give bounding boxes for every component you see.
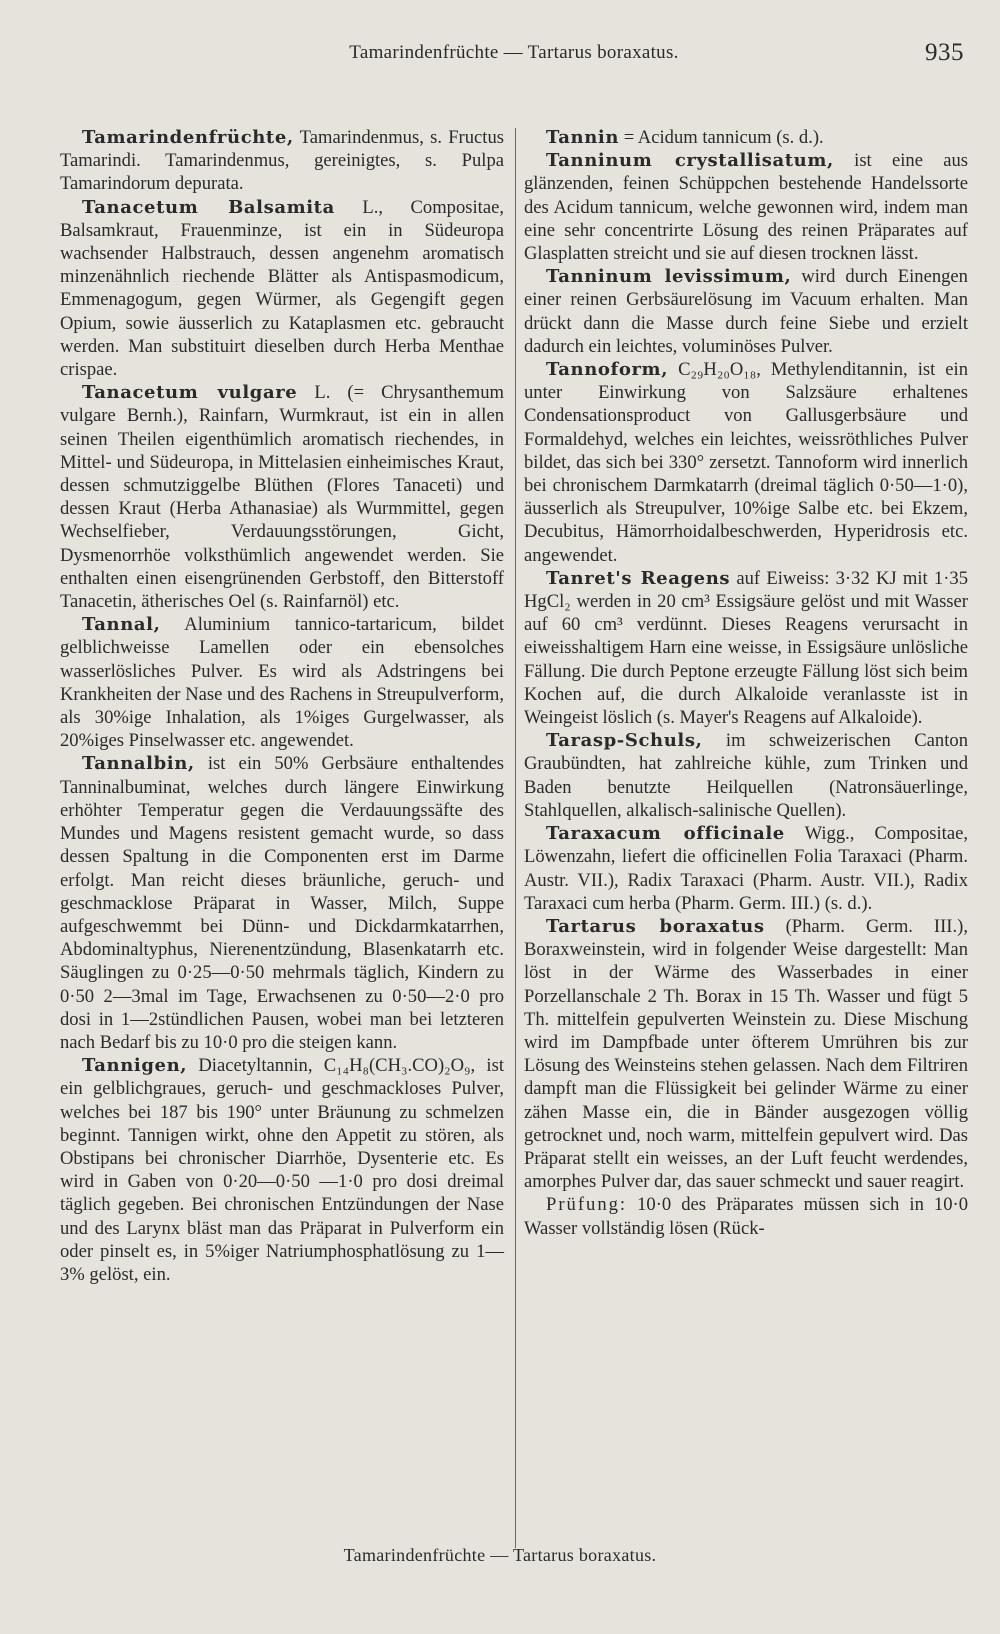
- entry-text: = Acidum tannicum (s. d.).: [619, 127, 824, 148]
- entry-headword: Tannoform,: [546, 359, 669, 381]
- entry-headword: Tannal,: [82, 614, 161, 636]
- entry-headword: Tannin: [546, 127, 620, 148]
- entry-tanacetum-vulgare: [60, 381, 504, 613]
- entry-text: wird durch Einengen einer reinen Gerbsäurelösung im Vacuum erhalten. Man drückt dann die Masse durch feine Siebe und erzielt dadurch ein leichtes, voluminöses Pulver.: [524, 266, 968, 357]
- right-column: [524, 126, 968, 1544]
- entry-tannigen: [60, 1054, 504, 1286]
- page-number: 935: [925, 39, 964, 66]
- two-column-body: [60, 126, 968, 1544]
- entry-tartarus-boraxatus: [524, 915, 968, 1193]
- column-divider: [515, 128, 516, 1548]
- entry-text: 10·0 des Präparates müssen sich in 10·0 Wasser vollständig lösen (Rück-: [524, 1194, 968, 1239]
- entry-text: Wigg., Compositae, Löwenzahn, liefert die officinellen Folia Taraxaci (Pharm. Austr. VII.), Radix Taraxaci (Pharm. Austr. VII.), Radix Taraxaci cum herba (Pharm. Germ. III.) (s. d.).: [524, 823, 968, 914]
- entry-tannin: [524, 126, 968, 149]
- entry-headword: Tanacetum Balsamita: [82, 196, 335, 218]
- running-head-title: Tamarindenfrüchte — Tartarus boraxatus.: [349, 42, 679, 63]
- entry-taraxacum-officinale: [524, 822, 968, 915]
- entry-headword: Tamarindenfrüchte,: [82, 127, 294, 148]
- entry-text: L. (= Chrysanthemum vulgare Bernh.), Rainfarn, Wurmkraut, ist ein in allen seinen Theilen eigenthümlich aromatisch riechendes, in Mittel- und Südeuropa, in Mittelasien einheimisches Kraut, dessen schmutziggelbe Blüthen (Flores Tanaceti) und dessen Kraut (Herba Athanasiae) als Wurmmittel, gegen Wechselfieber, Verdauungsstörungen, Gicht, Dysmenorrhöe volksthümlich angewendet werden. Sie enthalten einen eisengrünenden Gerbstoff, den Bitterstoff Tanacetin, ätherisches Oel (s. Rainfarnöl) etc.: [60, 382, 505, 613]
- running-head: [60, 36, 968, 70]
- entry-tanninum-crystallisatum: [524, 149, 968, 265]
- running-foot: Tamarindenfrüchte — Tartarus boraxatus.: [343, 1545, 657, 1565]
- entry-headword: Tanacetum vulgare: [82, 382, 298, 404]
- entry-headword: Tanninum levissimum,: [546, 266, 792, 288]
- left-column: [60, 126, 504, 1544]
- entry-text: (Pharm. Germ. III.), Boraxweinstein, wird in folgender Weise dargestellt: Man löst in der Wärme des Wasserbades in einer Porzellanschale 2 Th. Borax in 15 Th. Wasser und fügt 5 Th. mittelfein gepulverten Weinstein zu. Diese Mischung wird im Dampfbade unter öfterem Umrühren bis zur Lösung des Weinsteins stehen gelassen. Nach dem Filtriren dampft man die Flüssigkeit bei gelinder Wärme zu einer zähen Masse ein, die in Bänder ausgezogen völlig getrocknet und, noch warm, mittelfein gepulvert wird. Das Präparat stellt ein weisses, an der Luft feucht werdendes, amorphes Pulver dar, das sauer schmeckt und sauer reagirt.: [524, 915, 968, 1193]
- entry-headword: Taraxacum officinale: [546, 823, 785, 845]
- entry-text: im schweizerischen Canton Graubündten, hat zahlreiche kühle, zum Trinken und Baden benutzte Heilquellen (Natronsäuerlinge, Stahlquellen, alkalisch-salinische Quellen).: [524, 730, 968, 821]
- entry-text: ist ein 50% Gerbsäure enthaltendes Tanninalbuminat, welches durch längere Einwirkung erhöhter Temperatur gegen die Verdauungssäfte des Mundes und Magens resistent gemacht wurde, so dass dessen Spaltung in die Componenten erst im Darme erfolgt. Man reicht dieses bräunliche, geruch- und geschmacklose Präparat in Wasser, Milch, Suppe aufgeschwemmt bei Dünn- und Dickdarmkatarrhen, Abdominaltyphus, Nierenentzündung, Blasenkatarrh etc. Säuglingen zu 0·25—0·50 mehrmals täglich, Kindern zu 0·50 2—3mal im Tage, Erwachsenen zu 0·50—2·0 pro dosi in 1—2stündlichen Pausen, wobei man bei letzteren nach Bedarf bis zu 10·0 pro die steigen kann.: [60, 753, 504, 1053]
- entry-text: auf Eiweiss: 3·32 KJ mit 1·35 HgCl₂ werden in 20 cm³ Essigsäure gelöst und mit Wasser auf 60 cm³ verdünnt. Dieses Reagens verursacht in eiweisshaltigem Harn eine weisse, in Essigsäure unlösliche Fällung. Die durch Peptone erzeugte Fällung löst sich beim Kochen auf, die durch Alkaloide veranlasste ist in Weingeist löslich (s. Mayer's Reagens auf Alkaloide).: [524, 567, 968, 729]
- entry-headword: Tanninum crystallisatum,: [546, 150, 834, 172]
- entry-text: Aluminium tannico-tartaricum, bildet gelblichweisse Lamellen oder ein ebensolches wasserlösliches Pulver. Es wird als Adstringens bei Krankheiten der Nase und des Rachens in Streupulverform, als 30%ige Inhalation, als 1%iges Gurgelwasser, als 20%iges Pinselwasser etc. angewendet.: [60, 614, 504, 752]
- entry-text: C₂₉H₂₀O₁₈, Methylenditannin, ist ein unter Einwirkung von Salzsäure erhaltenes Condensationsproduct von Gallusgerbsäure und Formaldehyd, welches ein leichtes, weissröthliches Pulver bildet, das sich bei 330° zersetzt. Tannoform wird innerlich bei chronischem Darmkatarrh (dreimal täglich 0·50—1·0), äusserlich als Streupulver, 10%ige Salbe etc. bei Ekzem, Decubitus, Hämorrhoidalbeschwerden, Hyperidrosis etc. angewendet.: [524, 359, 968, 566]
- entry-headword: Tarasp-Schuls,: [546, 730, 703, 752]
- entry-tarasp-schuls: [524, 729, 968, 822]
- entry-tanacetum-balsamita: [60, 196, 504, 382]
- entry-text: ist eine aus glänzenden, feinen Schüppchen bestehende Handelssorte des Acidum tannicum, welche gewonnen wird, indem man eine sehr concentrirte Lösung des reinen Präparates auf Glasplatten streicht und sie auf diesen trocknen lässt.: [524, 150, 968, 265]
- entry-tanrets-reagens: [524, 567, 968, 729]
- entry-tanninum-levissimum: [524, 265, 968, 358]
- entry-headword: Tartarus boraxatus: [546, 915, 765, 937]
- entry-text: Tamarindenmus, s. Fructus Tamarindi. Tamarindenmus, gereinigtes, s. Pulpa Tamarindorum depurata.: [60, 127, 504, 195]
- entry-subheading: Prüfung:: [546, 1194, 628, 1216]
- entry-pruefung: [524, 1193, 968, 1239]
- entry-headword: Tanret's Reagens: [546, 567, 731, 589]
- entry-headword: Tannalbin,: [82, 753, 195, 775]
- entry-tannal: [60, 613, 504, 752]
- entry-headword: Tannigen,: [82, 1055, 188, 1077]
- entry-text: L., Compositae, Balsamkraut, Frauenminze, ist ein in Südeuropa wachsender Halbstrauch, dessen angenehm aromatisch minzenähnlich riechende Blätter als Antispasmodicum, Emmenagogum, gegen Würmer, als Gegengift gegen Opium, sowie äusserlich zu Kataplasmen etc. gebraucht werden. Man substituirt dieselben durch Herba Menthae crispae.: [60, 196, 504, 381]
- entry-tannoform: [524, 358, 968, 567]
- entry-tannalbin: [60, 752, 504, 1054]
- entry-tamarindenfruechte: [60, 126, 504, 196]
- entry-text: Diacetyltannin, C₁₄H₈(CH₃.CO)₂O₉, ist ein gelblichgraues, geruch- und geschmackloses Pulver, welches bei 187 bis 190° unter Bräunung zu schmelzen beginnt. Tannigen wirkt, ohne den Appetit zu stören, als Obstipans bei chronischer Diarrhöe, Dysenterie etc. Es wird in Gaben von 0·20—0·50 —1·0 pro dosi dreimal täglich gegeben. Bei chronischen Entzündungen der Nase und des Larynx bläst man das Präparat in Pulverform ein oder pinselt es, in 5%iger Natriumphosphatlösung zu 1—3% gelöst, ein.: [60, 1055, 504, 1285]
